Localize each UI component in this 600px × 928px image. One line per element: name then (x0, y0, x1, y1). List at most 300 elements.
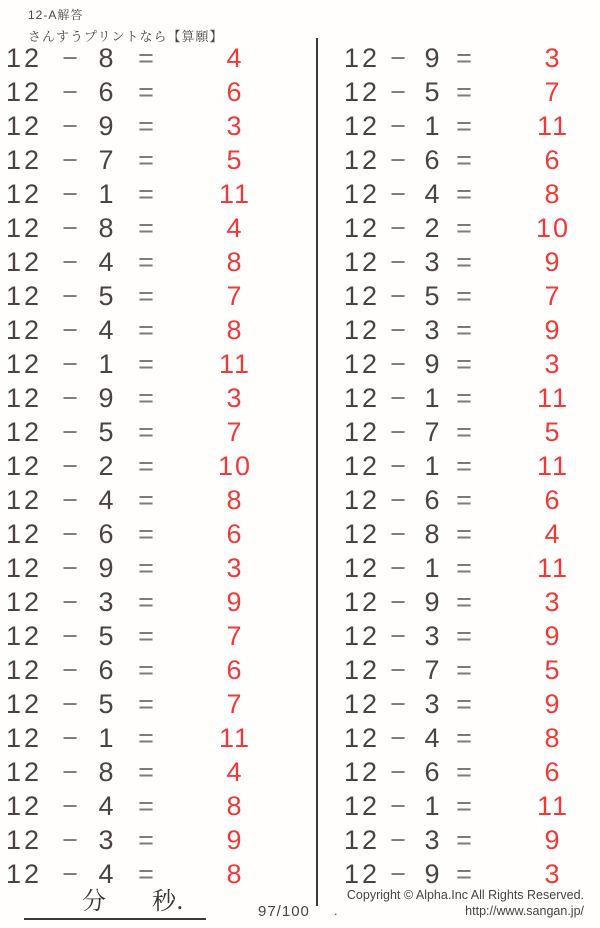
equals-sign: = (456, 825, 472, 855)
minuend: 12 (344, 315, 381, 345)
problem-row (318, 415, 600, 449)
subtrahend: 4 (98, 315, 114, 345)
minuend: 12 (344, 757, 381, 787)
equals-sign: = (138, 621, 154, 651)
answer-value: 6 (226, 519, 244, 549)
equals-sign: = (138, 43, 154, 73)
equals-sign: = (138, 723, 154, 753)
equals-sign: = (456, 315, 472, 345)
answer-value: 9 (544, 315, 562, 345)
subtrahend: 5 (424, 281, 440, 311)
equals-sign: = (138, 179, 154, 209)
minuend: 12 (6, 587, 43, 617)
minus-sign: − (390, 757, 406, 787)
minus-sign: − (62, 587, 78, 617)
equals-sign: = (138, 213, 154, 243)
minuend: 12 (6, 111, 43, 141)
minus-sign: − (62, 791, 78, 821)
minus-sign: − (390, 247, 406, 277)
answer-value: 11 (536, 111, 570, 141)
minus-sign: − (62, 77, 78, 107)
problem-row (318, 313, 600, 347)
equals-sign: = (456, 417, 472, 447)
answer-value: 11 (218, 179, 252, 209)
answer-value: 9 (226, 825, 244, 855)
problem-row (318, 211, 600, 245)
equals-sign: = (138, 553, 154, 583)
equals-sign: = (456, 587, 472, 617)
equals-sign: = (456, 43, 472, 73)
minus-sign: − (390, 825, 406, 855)
subtrahend: 8 (98, 213, 114, 243)
answer-value: 11 (218, 349, 252, 379)
minuend: 12 (6, 791, 43, 821)
subtrahend: 4 (424, 179, 440, 209)
subtrahend: 3 (424, 825, 440, 855)
minuend: 12 (6, 383, 43, 413)
subtrahend: 6 (424, 145, 440, 175)
answer-value: 9 (544, 689, 562, 719)
answer-value: 11 (218, 723, 252, 753)
subtrahend: 3 (424, 689, 440, 719)
answer-value: 7 (226, 417, 244, 447)
subtrahend: 3 (424, 621, 440, 651)
equals-sign: = (456, 757, 472, 787)
answer-value: 10 (217, 451, 253, 481)
minuend: 12 (344, 587, 381, 617)
equals-sign: = (456, 145, 472, 175)
minuend: 12 (344, 77, 381, 107)
subtrahend: 4 (98, 791, 114, 821)
page-indicator: 97/100 (258, 903, 310, 920)
subtrahend: 9 (424, 587, 440, 617)
minuend: 12 (6, 519, 43, 549)
problem-row (318, 177, 600, 211)
equals-sign: = (138, 417, 154, 447)
equals-sign: = (456, 723, 472, 753)
minus-sign: − (390, 77, 406, 107)
minus-sign: − (390, 451, 406, 481)
answer-value: 3 (544, 859, 562, 889)
equals-sign: = (138, 655, 154, 685)
subtrahend: 1 (98, 349, 114, 379)
minuend: 12 (6, 825, 43, 855)
minuend: 12 (344, 417, 381, 447)
problem-row (0, 687, 318, 721)
problem-row (318, 687, 600, 721)
minuend: 12 (6, 145, 43, 175)
subtrahend: 3 (424, 315, 440, 345)
minus-sign: − (62, 757, 78, 787)
subtrahend: 1 (424, 791, 440, 821)
answer-value: 6 (544, 145, 562, 175)
minus-sign: − (390, 145, 406, 175)
equals-sign: = (138, 451, 154, 481)
subtrahend: 5 (98, 621, 114, 651)
equals-sign: = (138, 349, 154, 379)
copyright-block (334, 888, 584, 919)
problem-row (0, 75, 318, 109)
minus-sign: − (62, 621, 78, 651)
answer-value: 7 (226, 281, 244, 311)
subtrahend: 1 (424, 111, 440, 141)
minus-sign: − (390, 43, 406, 73)
subtrahend: 1 (424, 383, 440, 413)
equals-sign: = (456, 213, 472, 243)
minus-sign: − (62, 859, 78, 889)
minuend: 12 (6, 655, 43, 685)
answer-value: 3 (226, 111, 244, 141)
subtrahend: 5 (98, 417, 114, 447)
equals-sign: = (456, 349, 472, 379)
minuend: 12 (6, 417, 43, 447)
minus-sign: − (390, 315, 406, 345)
equals-sign: = (138, 145, 154, 175)
minuend: 12 (6, 451, 43, 481)
answer-value: 5 (226, 145, 244, 175)
subtrahend: 7 (424, 655, 440, 685)
minus-sign: − (390, 791, 406, 821)
subtrahend: 6 (98, 77, 114, 107)
problem-row (318, 653, 600, 687)
subtrahend: 9 (424, 43, 440, 73)
equals-sign: = (456, 689, 472, 719)
subtrahend: 3 (98, 587, 114, 617)
minuend: 12 (6, 349, 43, 379)
minuend: 12 (344, 655, 381, 685)
equals-sign: = (138, 689, 154, 719)
minus-sign: − (390, 621, 406, 651)
minus-sign: − (390, 179, 406, 209)
equals-sign: = (456, 859, 472, 889)
minuend: 12 (344, 451, 381, 481)
answer-value: 3 (226, 553, 244, 583)
answer-value: 7 (226, 689, 244, 719)
minuend: 12 (344, 825, 381, 855)
answer-value: 4 (226, 213, 244, 243)
answer-value: 7 (544, 77, 562, 107)
answer-value: 6 (226, 655, 244, 685)
problem-row (318, 755, 600, 789)
answer-value: 9 (226, 587, 244, 617)
equals-sign: = (138, 383, 154, 413)
minuend: 12 (6, 247, 43, 277)
equals-sign: = (138, 791, 154, 821)
equals-sign: = (456, 247, 472, 277)
equals-sign: = (138, 825, 154, 855)
minuend: 12 (6, 43, 43, 73)
subtrahend: 1 (424, 451, 440, 481)
subtrahend: 6 (424, 757, 440, 787)
subtrahend: 3 (98, 825, 114, 855)
subtrahend: 6 (98, 519, 114, 549)
problem-row (0, 279, 318, 313)
answer-value: 3 (226, 383, 244, 413)
equals-sign: = (456, 519, 472, 549)
minuend: 12 (344, 485, 381, 515)
subtrahend: 3 (424, 247, 440, 277)
problem-row (0, 517, 318, 551)
problem-row (0, 585, 318, 619)
equals-sign: = (456, 383, 472, 413)
equals-sign: = (456, 791, 472, 821)
subtrahend: 5 (98, 689, 114, 719)
minus-sign: − (390, 689, 406, 719)
minus-sign: − (390, 281, 406, 311)
problem-row (318, 721, 600, 755)
equals-sign: = (138, 587, 154, 617)
minuend: 12 (6, 689, 43, 719)
subtrahend: 7 (424, 417, 440, 447)
problem-row (0, 619, 318, 653)
answer-value: 9 (544, 825, 562, 855)
problem-row (318, 585, 600, 619)
problem-row (318, 551, 600, 585)
answer-value: 4 (544, 519, 562, 549)
problem-row (318, 41, 600, 75)
equals-sign: = (138, 315, 154, 345)
subtrahend: 4 (424, 723, 440, 753)
minus-sign: − (62, 451, 78, 481)
minuend: 12 (344, 553, 381, 583)
worksheet-subtitle: さんすうプリントなら【算願】 (28, 29, 224, 44)
minuend: 12 (344, 383, 381, 413)
minus-sign: − (390, 417, 406, 447)
subtrahend: 6 (98, 655, 114, 685)
answer-value: 6 (226, 77, 244, 107)
problem-row (0, 449, 318, 483)
subtrahend: 6 (424, 485, 440, 515)
minuend: 12 (344, 111, 381, 141)
problem-row (0, 789, 318, 823)
problem-row (0, 347, 318, 381)
subtrahend: 1 (424, 553, 440, 583)
equals-sign: = (456, 621, 472, 651)
minuend: 12 (6, 77, 43, 107)
minus-sign: − (62, 145, 78, 175)
answer-value: 3 (544, 349, 562, 379)
equals-sign: = (138, 859, 154, 889)
problem-row (318, 483, 600, 517)
answer-value: 8 (226, 791, 244, 821)
problem-row (318, 789, 600, 823)
website-url: http://www.sangan.jp/ (465, 903, 584, 918)
minuend: 12 (344, 791, 381, 821)
equals-sign: = (138, 281, 154, 311)
minuend: 12 (6, 553, 43, 583)
equals-sign: = (456, 485, 472, 515)
problem-row (318, 619, 600, 653)
minuend: 12 (6, 315, 43, 345)
answer-value: 6 (544, 757, 562, 787)
problem-row (318, 381, 600, 415)
answer-value: 8 (226, 485, 244, 515)
answer-value: 9 (544, 621, 562, 651)
problem-row (318, 75, 600, 109)
minuend: 12 (6, 213, 43, 243)
answer-value: 8 (544, 723, 562, 753)
equals-sign: = (138, 77, 154, 107)
problem-row (318, 347, 600, 381)
problem-row (0, 177, 318, 211)
subtrahend: 1 (98, 723, 114, 753)
problem-row (318, 449, 600, 483)
problem-row (318, 857, 600, 891)
problem-row (0, 211, 318, 245)
answer-value: 11 (536, 383, 570, 413)
answer-value: 11 (536, 791, 570, 821)
answer-value: 4 (226, 43, 244, 73)
answer-value: 9 (544, 247, 562, 277)
subtrahend: 9 (98, 383, 114, 413)
minus-sign: − (62, 655, 78, 685)
equals-sign: = (138, 111, 154, 141)
subtrahend: 5 (98, 281, 114, 311)
copyright-line2 (334, 904, 584, 920)
equals-sign: = (456, 111, 472, 141)
problem-row (318, 517, 600, 551)
minus-sign: − (62, 825, 78, 855)
subtrahend: 8 (98, 757, 114, 787)
minus-sign: − (390, 485, 406, 515)
problem-row (0, 109, 318, 143)
answer-value: 8 (226, 247, 244, 277)
minuend: 12 (6, 757, 43, 787)
problem-row (318, 109, 600, 143)
problems-column-right (318, 41, 600, 891)
time-entry-line (24, 887, 206, 920)
minus-sign: − (62, 553, 78, 583)
problem-row (0, 551, 318, 585)
worksheet-title: 12-A解答 (28, 8, 84, 22)
subtrahend: 2 (424, 213, 440, 243)
problem-row (318, 279, 600, 313)
problem-row (318, 823, 600, 857)
minus-sign: − (62, 383, 78, 413)
answer-value: 8 (226, 859, 244, 889)
subtrahend: 7 (98, 145, 114, 175)
minus-sign: − (62, 111, 78, 141)
subtrahend: 2 (98, 451, 114, 481)
minus-sign: − (390, 655, 406, 685)
answer-value: 5 (544, 417, 562, 447)
answer-value: 11 (536, 553, 570, 583)
minus-sign: − (390, 587, 406, 617)
equals-sign: = (456, 655, 472, 685)
problems-column-left (0, 41, 318, 891)
subtrahend: 1 (98, 179, 114, 209)
answer-value: 6 (544, 485, 562, 515)
minus-sign: − (390, 111, 406, 141)
problem-row (0, 41, 318, 75)
equals-sign: = (456, 553, 472, 583)
minus-sign: − (62, 315, 78, 345)
minuend: 12 (344, 621, 381, 651)
minus-sign: − (390, 519, 406, 549)
answer-value: 8 (226, 315, 244, 345)
equals-sign: = (138, 519, 154, 549)
minuend: 12 (6, 281, 43, 311)
minus-sign: − (62, 689, 78, 719)
problem-row (0, 381, 318, 415)
minuend: 12 (344, 859, 381, 889)
answer-value: 3 (544, 43, 562, 73)
minus-sign: − (62, 723, 78, 753)
minuend: 12 (344, 519, 381, 549)
minus-sign: − (62, 281, 78, 311)
equals-sign: = (138, 247, 154, 277)
minuend: 12 (6, 485, 43, 515)
problem-row (0, 653, 318, 687)
answer-value: 5 (544, 655, 562, 685)
copyright-dot: . (334, 903, 338, 918)
subtrahend: 9 (424, 349, 440, 379)
minuend: 12 (344, 145, 381, 175)
subtrahend: 4 (98, 247, 114, 277)
minuend: 12 (6, 179, 43, 209)
subtrahend: 4 (98, 485, 114, 515)
subtrahend: 8 (424, 519, 440, 549)
equals-sign: = (138, 757, 154, 787)
problem-row (0, 415, 318, 449)
minus-sign: − (62, 43, 78, 73)
problem-row (0, 823, 318, 857)
minuend: 12 (344, 247, 381, 277)
equals-sign: = (456, 451, 472, 481)
minuend: 12 (344, 213, 381, 243)
answer-value: 4 (226, 757, 244, 787)
subtrahend: 9 (98, 553, 114, 583)
problem-row (0, 483, 318, 517)
minuend: 12 (344, 723, 381, 753)
minuend: 12 (344, 43, 381, 73)
problem-row (318, 143, 600, 177)
equals-sign: = (138, 485, 154, 515)
minus-sign: − (390, 859, 406, 889)
answer-value: 8 (544, 179, 562, 209)
problem-row (0, 313, 318, 347)
minus-sign: − (390, 213, 406, 243)
minus-sign: − (390, 383, 406, 413)
minuend: 12 (344, 281, 381, 311)
minus-sign: − (62, 349, 78, 379)
minuend: 12 (344, 179, 381, 209)
minus-sign: − (62, 213, 78, 243)
equals-sign: = (456, 179, 472, 209)
subtrahend: 9 (98, 111, 114, 141)
minus-sign: − (62, 485, 78, 515)
minus-sign: − (390, 723, 406, 753)
minus-sign: − (62, 179, 78, 209)
subtrahend: 8 (98, 43, 114, 73)
subtrahend: 5 (424, 77, 440, 107)
minuend: 12 (6, 723, 43, 753)
problem-row (0, 143, 318, 177)
minus-sign: − (62, 247, 78, 277)
answer-value: 7 (226, 621, 244, 651)
worksheet-header (28, 6, 223, 45)
subtrahend: 4 (98, 859, 114, 889)
minus-sign: − (390, 553, 406, 583)
answer-value: 3 (544, 587, 562, 617)
answer-value: 7 (544, 281, 562, 311)
problem-row (318, 245, 600, 279)
minutes-label: 分 (82, 887, 106, 915)
subtrahend: 9 (424, 859, 440, 889)
minuend: 12 (6, 621, 43, 651)
minuend: 12 (6, 859, 43, 889)
seconds-label: 秒. (152, 887, 184, 915)
